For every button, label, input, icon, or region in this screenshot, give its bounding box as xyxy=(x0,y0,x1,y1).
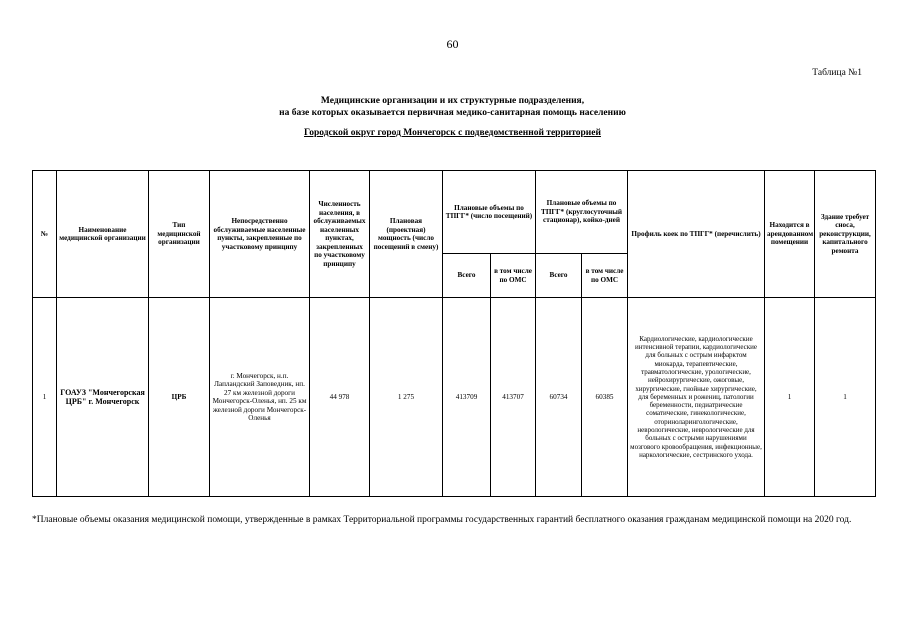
header-beds-total: Всего xyxy=(536,254,582,298)
cell-beds-total: 60734 xyxy=(536,298,582,497)
header-beds-oms: в том числе по ОМС xyxy=(582,254,628,298)
header-profile: Профиль коек по ТПГГ* (перечислить) xyxy=(628,171,765,298)
cell-settlements: г. Мончегорск, н.п. Лапландский Заповедник, нп. 27 км железной дороги Мончегорск-Оленья, нп. 25 км железной дороги Мончегорск-Оленья xyxy=(210,298,310,497)
document-subtitle: Городской округ город Мончегорск с подведомственной территорией xyxy=(304,128,601,138)
cell-beds-oms: 60385 xyxy=(582,298,628,497)
header-population: Численность населения, в обслуживаемых населенных пунктах, закрепленных по участковому принципу xyxy=(310,171,370,298)
table-label: Таблица №1 xyxy=(812,68,862,78)
header-org-type: Тип медицинской организации xyxy=(149,171,210,298)
cell-rented: 1 xyxy=(765,298,815,497)
medical-organizations-table xyxy=(32,170,876,497)
header-visits-oms: в том числе по ОМС xyxy=(491,254,536,298)
cell-population: 44 978 xyxy=(310,298,370,497)
table-header-row xyxy=(33,171,876,254)
table-row xyxy=(33,298,876,497)
cell-org-name: ГОАУЗ "Мончегорская ЦРБ" г. Мончегорск xyxy=(57,298,149,497)
cell-demolition: 1 xyxy=(815,298,876,497)
cell-visits-oms: 413707 xyxy=(491,298,536,497)
header-demolition: Здание требует сноса, реконструкции, капитального ремонта xyxy=(815,171,876,298)
header-visits-group: Плановые объемы по ТПГГ* (число посещений) xyxy=(443,171,536,254)
header-settlements: Непосредственно обслуживаемые населенные пункты, закрепленные по участковому принципу xyxy=(210,171,310,298)
header-rented: Находится в арендованном помещении xyxy=(765,171,815,298)
header-num: № xyxy=(33,171,57,298)
header-beds-group: Плановые объемы по ТПГГ* (круглосуточный стационар), койко-дней xyxy=(536,171,628,254)
cell-visits-total: 413709 xyxy=(443,298,491,497)
page-number: 60 xyxy=(446,37,459,51)
cell-num: 1 xyxy=(33,298,57,497)
title-line-2: на базе которых оказывается первичная медико-санитарная помощь населению xyxy=(279,108,626,118)
header-capacity: Плановая (проектная) мощность (число посещений в смену) xyxy=(370,171,443,298)
header-org-name: Наименование медицинской организации xyxy=(57,171,149,298)
cell-capacity: 1 275 xyxy=(370,298,443,497)
cell-org-type: ЦРБ xyxy=(149,298,210,497)
footnote: *Плановые объемы оказания медицинской помощи, утвержденные в рамках Территориальной программы государственных гарантий бесплатного оказания гражданам медицинской помощи на 2020 год. xyxy=(32,515,852,525)
document-title xyxy=(0,95,905,119)
cell-profile: Кардиологические, кардиологические интенсивной терапии, кардиологические для больных с острым инфарктом миокарда, терапевтические, травматологические, урологические, нейрохирургические, ожоговые, хирургические, гнойные хирургические, для беременных и рожениц, патологии беременности, педиатрические соматические, гинекологические, оториноларингологические, неврологические, неврологические для больных с острыми нарушениями мозгового кровообращения, инфекционные, наркологические, сестринского ухода. xyxy=(628,298,765,497)
title-line-1: Медицинские организации и их структурные подразделения, xyxy=(320,96,585,106)
header-visits-total: Всего xyxy=(443,254,491,298)
